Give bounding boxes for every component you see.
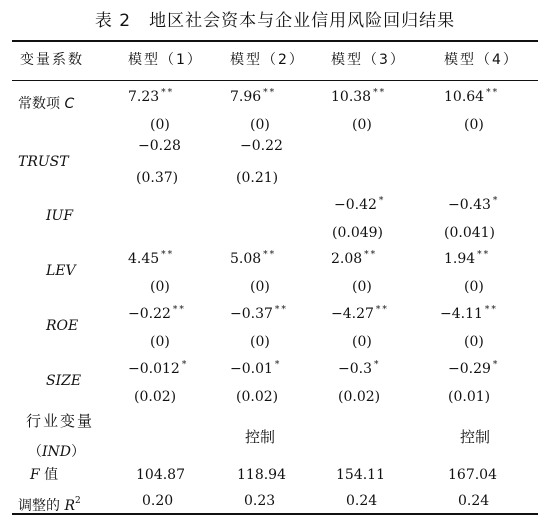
header-model-1: 模型（1） xyxy=(128,52,203,68)
const-value-2: 7.96 ** xyxy=(230,88,277,105)
row-label-ind-2: （IND） xyxy=(28,444,86,460)
ind-control-4: 控制 xyxy=(460,428,491,446)
roe-value-4: −4.11 ** xyxy=(440,305,498,322)
trust-value-1: −0.28 xyxy=(138,138,181,154)
roe-p-1: (0) xyxy=(150,334,170,350)
row-label-const: 常数项 C xyxy=(18,96,75,112)
const-p-3: (0) xyxy=(352,117,372,133)
size-value-4: −0.29 * xyxy=(448,360,500,377)
roe-value-3: −4.27 ** xyxy=(331,305,389,322)
trust-value-2: −0.22 xyxy=(240,138,283,154)
roe-value-2: −0.37 ** xyxy=(230,305,288,322)
const-p-4: (0) xyxy=(464,117,484,133)
header-model-2: 模型（2） xyxy=(230,52,305,68)
header-variable: 变量系数 xyxy=(20,52,84,68)
size-p-3: (0.02) xyxy=(338,389,381,405)
roe-p-4: (0) xyxy=(464,334,484,350)
adj-r2-value-2: 0.23 xyxy=(244,493,276,509)
header-model-4: 模型（4） xyxy=(444,52,519,68)
const-p-2: (0) xyxy=(250,117,270,133)
lev-value-3: 2.08 ** xyxy=(331,250,378,267)
table-title: 表 2 地区社会资本与企业信用风险回归结果 xyxy=(94,11,456,31)
f-value-2: 118.94 xyxy=(237,467,286,483)
iuf-value-3: −0.42 * xyxy=(334,196,386,213)
header-rule xyxy=(12,80,538,81)
header-model-3: 模型（3） xyxy=(331,52,406,68)
const-value-1: 7.23 ** xyxy=(128,88,175,105)
lev-p-1: (0) xyxy=(150,279,170,295)
const-p-1: (0) xyxy=(150,117,170,133)
f-value-4: 167.04 xyxy=(448,467,497,483)
const-value-3: 10.38 ** xyxy=(331,88,387,105)
const-value-4: 10.64 ** xyxy=(444,88,500,105)
row-label-size: SIZE xyxy=(46,373,82,389)
roe-p-2: (0) xyxy=(250,334,270,350)
size-p-1: (0.02) xyxy=(134,389,177,405)
adj-r2-value-4: 0.24 xyxy=(458,493,490,509)
lev-p-2: (0) xyxy=(250,279,270,295)
trust-p-1: (0.37) xyxy=(136,170,179,186)
adj-r2-value-3: 0.24 xyxy=(346,493,378,509)
row-label-roe: ROE xyxy=(46,318,79,334)
row-label-adj-r2: 调整的 $R^2$ xyxy=(18,496,81,514)
iuf-p-4: (0.041) xyxy=(444,225,496,241)
size-value-3: −0.3 * xyxy=(338,360,381,377)
lev-value-1: 4.45 ** xyxy=(128,250,175,267)
lev-p-3: (0) xyxy=(352,279,372,295)
lev-value-4: 1.94 ** xyxy=(444,250,491,267)
f-value-1: 104.87 xyxy=(136,467,185,483)
bottom-rule xyxy=(12,513,538,515)
f-value-3: 154.11 xyxy=(336,467,385,483)
row-label-trust: TRUST xyxy=(18,154,69,170)
size-value-1: −0.012 * xyxy=(128,360,189,377)
iuf-p-3: (0.049) xyxy=(332,225,384,241)
iuf-value-4: −0.43 * xyxy=(448,196,500,213)
trust-p-2: (0.21) xyxy=(236,170,279,186)
top-rule xyxy=(12,40,538,42)
adj-r2-value-1: 0.20 xyxy=(142,493,174,509)
ind-control-2: 控制 xyxy=(245,428,276,446)
row-label-ind-1: 行业变量 xyxy=(26,412,95,430)
size-value-2: −0.01 * xyxy=(230,360,282,377)
lev-p-4: (0) xyxy=(464,279,484,295)
lev-value-2: 5.08 ** xyxy=(230,250,277,267)
row-label-lev: LEV xyxy=(46,263,76,279)
row-label-iuf: IUF xyxy=(46,208,74,224)
roe-p-3: (0) xyxy=(352,334,372,350)
roe-value-1: −0.22 ** xyxy=(128,305,186,322)
size-p-4: (0.01) xyxy=(448,389,491,405)
size-p-2: (0.02) xyxy=(236,389,279,405)
row-label-f: F 值 xyxy=(30,467,59,483)
